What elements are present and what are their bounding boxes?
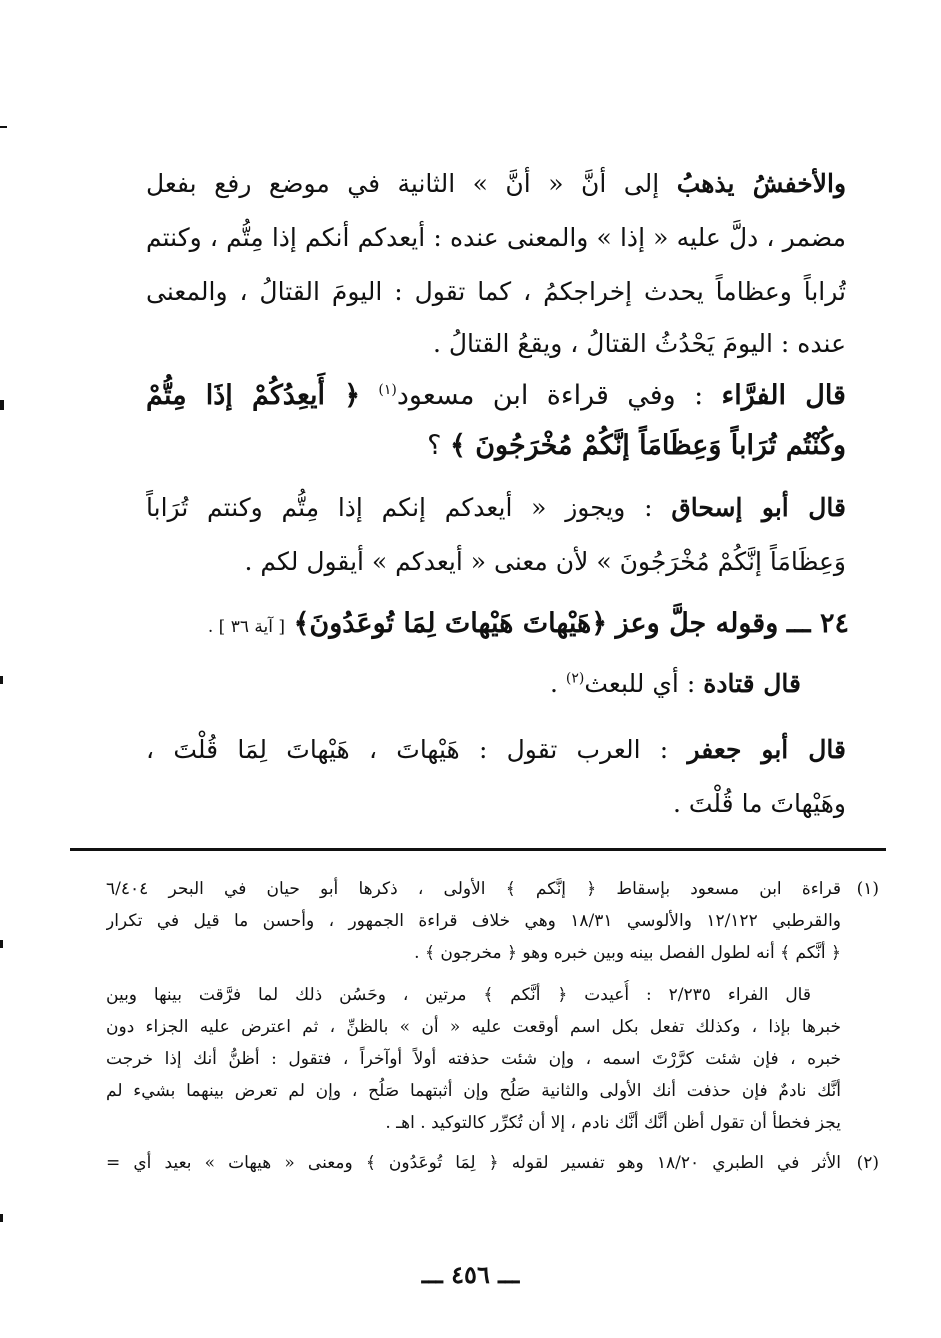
footnote-quote-line: أنَّك نادمٌ فإن حذفت أنك الأولى والثانية صَلُح وإن أثبتهما صَلُح ، وإن لم تعرض بينهما بشيء لم [106, 1081, 841, 1101]
speaker-name: قال الفرَّاء [721, 380, 846, 411]
footnote-number: (١) [856, 879, 879, 899]
speaker-name: قال أبو إسحاق [671, 493, 846, 522]
quran-quote: وكُنْتُم تُرَاباً وَعِظَامَاً إنَّكُمْ مُخْرَجُونَ ﴾ [450, 430, 846, 461]
main-text-line [146, 372, 846, 420]
text-segment: : أي للبعث [584, 669, 696, 698]
verse-reference: [ آية ٣٦ ] . [207, 617, 285, 637]
main-text-line [146, 160, 846, 208]
text-segment: : ويجوز « أيعدكم إنكم إذا مِتُّم وكنتم تُرَاباً [146, 493, 653, 522]
footnote-line: والقرطبي ١٢/١٢٢ والألوسي ١٨/٣١ وهي خلاف قراءة الجمهور ، وأحسن ما قيل في تكرار [106, 911, 841, 931]
footnote-quote-line: خبرها بإذا ، وكذلك تفعل بكل اسم أوقعت عليه « أن » بالظنِّ ، ثم اعترض عليه الجزاء دون [106, 1017, 841, 1037]
speaker-name: قال أبو جعفر [687, 735, 846, 764]
footnote-number: (٢) [856, 1153, 879, 1173]
scan-edge-mark [0, 126, 7, 128]
verse-intro: وقوله جلَّ وعز [615, 608, 779, 639]
main-text-line [101, 660, 801, 708]
text-segment: : العرب تقول : هَيْهاتَ ، هَيْهاتَ لِمَا قُلْتَ ، [146, 735, 669, 764]
verse-heading [129, 600, 849, 648]
main-text-line: عنده : اليومَ يَحْدُثُ القتالُ ، ويقعُ القتالُ . [432, 329, 846, 358]
main-text-line: وَعِظَامَاً إنَّكُمْ مُخْرَجُونَ » لأن معنى « أيعدكم » أيقول لكم . [244, 547, 846, 576]
footnote-line: الأثر في الطبري ١٨/٢٠ وهو تفسير لقوله ﴿ لِمَا تُوعَدُون ﴾ ومعنى « هيهات » بعيد أي = [106, 1153, 841, 1173]
footnote-marker[interactable]: (١) [378, 382, 397, 398]
page-number: ـــ ٤٥٦ ـــ [421, 1260, 520, 1289]
footnote-line: ﴿ أنَّكم ﴾ أنه لطول الفصل بينه وبين خبره وهو ﴿ مخرجون ﴾ . [414, 943, 841, 963]
footnote-line: قراءة ابن مسعود بإسقاط ﴿ إنَّكم ﴾ الأولى ، ذكرها أبو حيان في البحر ٦/٤٠٤ [106, 879, 841, 899]
scan-edge-mark [0, 940, 3, 948]
footnote-quote-line: خبره ، فإن شئت كرَّرْتَ اسمه ، وإن شئت حذفته أولاً أوآخراً ، فتقول : أظنُّ أنك إذا خرجت [106, 1049, 841, 1069]
scan-edge-mark [0, 1214, 3, 1222]
main-text-line [146, 726, 846, 774]
footnote-quote-line: قال الفراء ٢/٢٣٥ : أُعيدت ﴿ أنَّكم ﴾ مرتين ، وحَسُن ذلك لما فرَّقت بينها وبين [106, 985, 811, 1005]
text-segment: . [550, 669, 558, 698]
footnote-separator [70, 848, 886, 851]
main-text-line [146, 484, 846, 532]
text-segment: : وفي قراءة ابن مسعود [396, 380, 704, 411]
scan-edge-mark [0, 400, 4, 410]
quran-quote: ﴿ أَيعِدُكُمْ إذَا مِتُّمْ [146, 380, 361, 411]
main-text-line [146, 422, 846, 470]
speaker-name: والأخفشُ يذهبُ [676, 169, 846, 198]
scan-edge-mark [0, 676, 3, 684]
footnote-quote-line: يجز فخطأ أن تقول أظن أنَّك أنَّك نادم ، إلا أن تُكرِّر كالتوكيد . اهـ . [385, 1113, 841, 1133]
main-text-line: وهَيْهاتَ ما قُلْتَ . [672, 789, 846, 818]
speaker-name: قال قتادة [703, 669, 801, 698]
text-segment: إلى أنَّ « أنَّ » الثانية في موضع رفع بفعل [146, 169, 660, 198]
quran-quote: ﴿هَيْهاتَ هَيْهاتَ لِمَا تُوعَدُونَ﴾ [293, 608, 608, 639]
footnote-marker[interactable]: (٢) [565, 670, 585, 687]
main-text-line: مضمر ، دلَّ عليه « إذا » والمعنى عنده : أيعدكم أنكم إذا مِتُّم ، وكنتم [146, 223, 846, 252]
main-text-line: تُراباً وعظاماً يحدث إخراجكمُ ، كما تقول : اليومَ القتالُ ، والمعنى [146, 277, 846, 306]
text-segment: ؟ [427, 430, 442, 461]
verse-number: ٢٤ ـــ [786, 608, 849, 639]
